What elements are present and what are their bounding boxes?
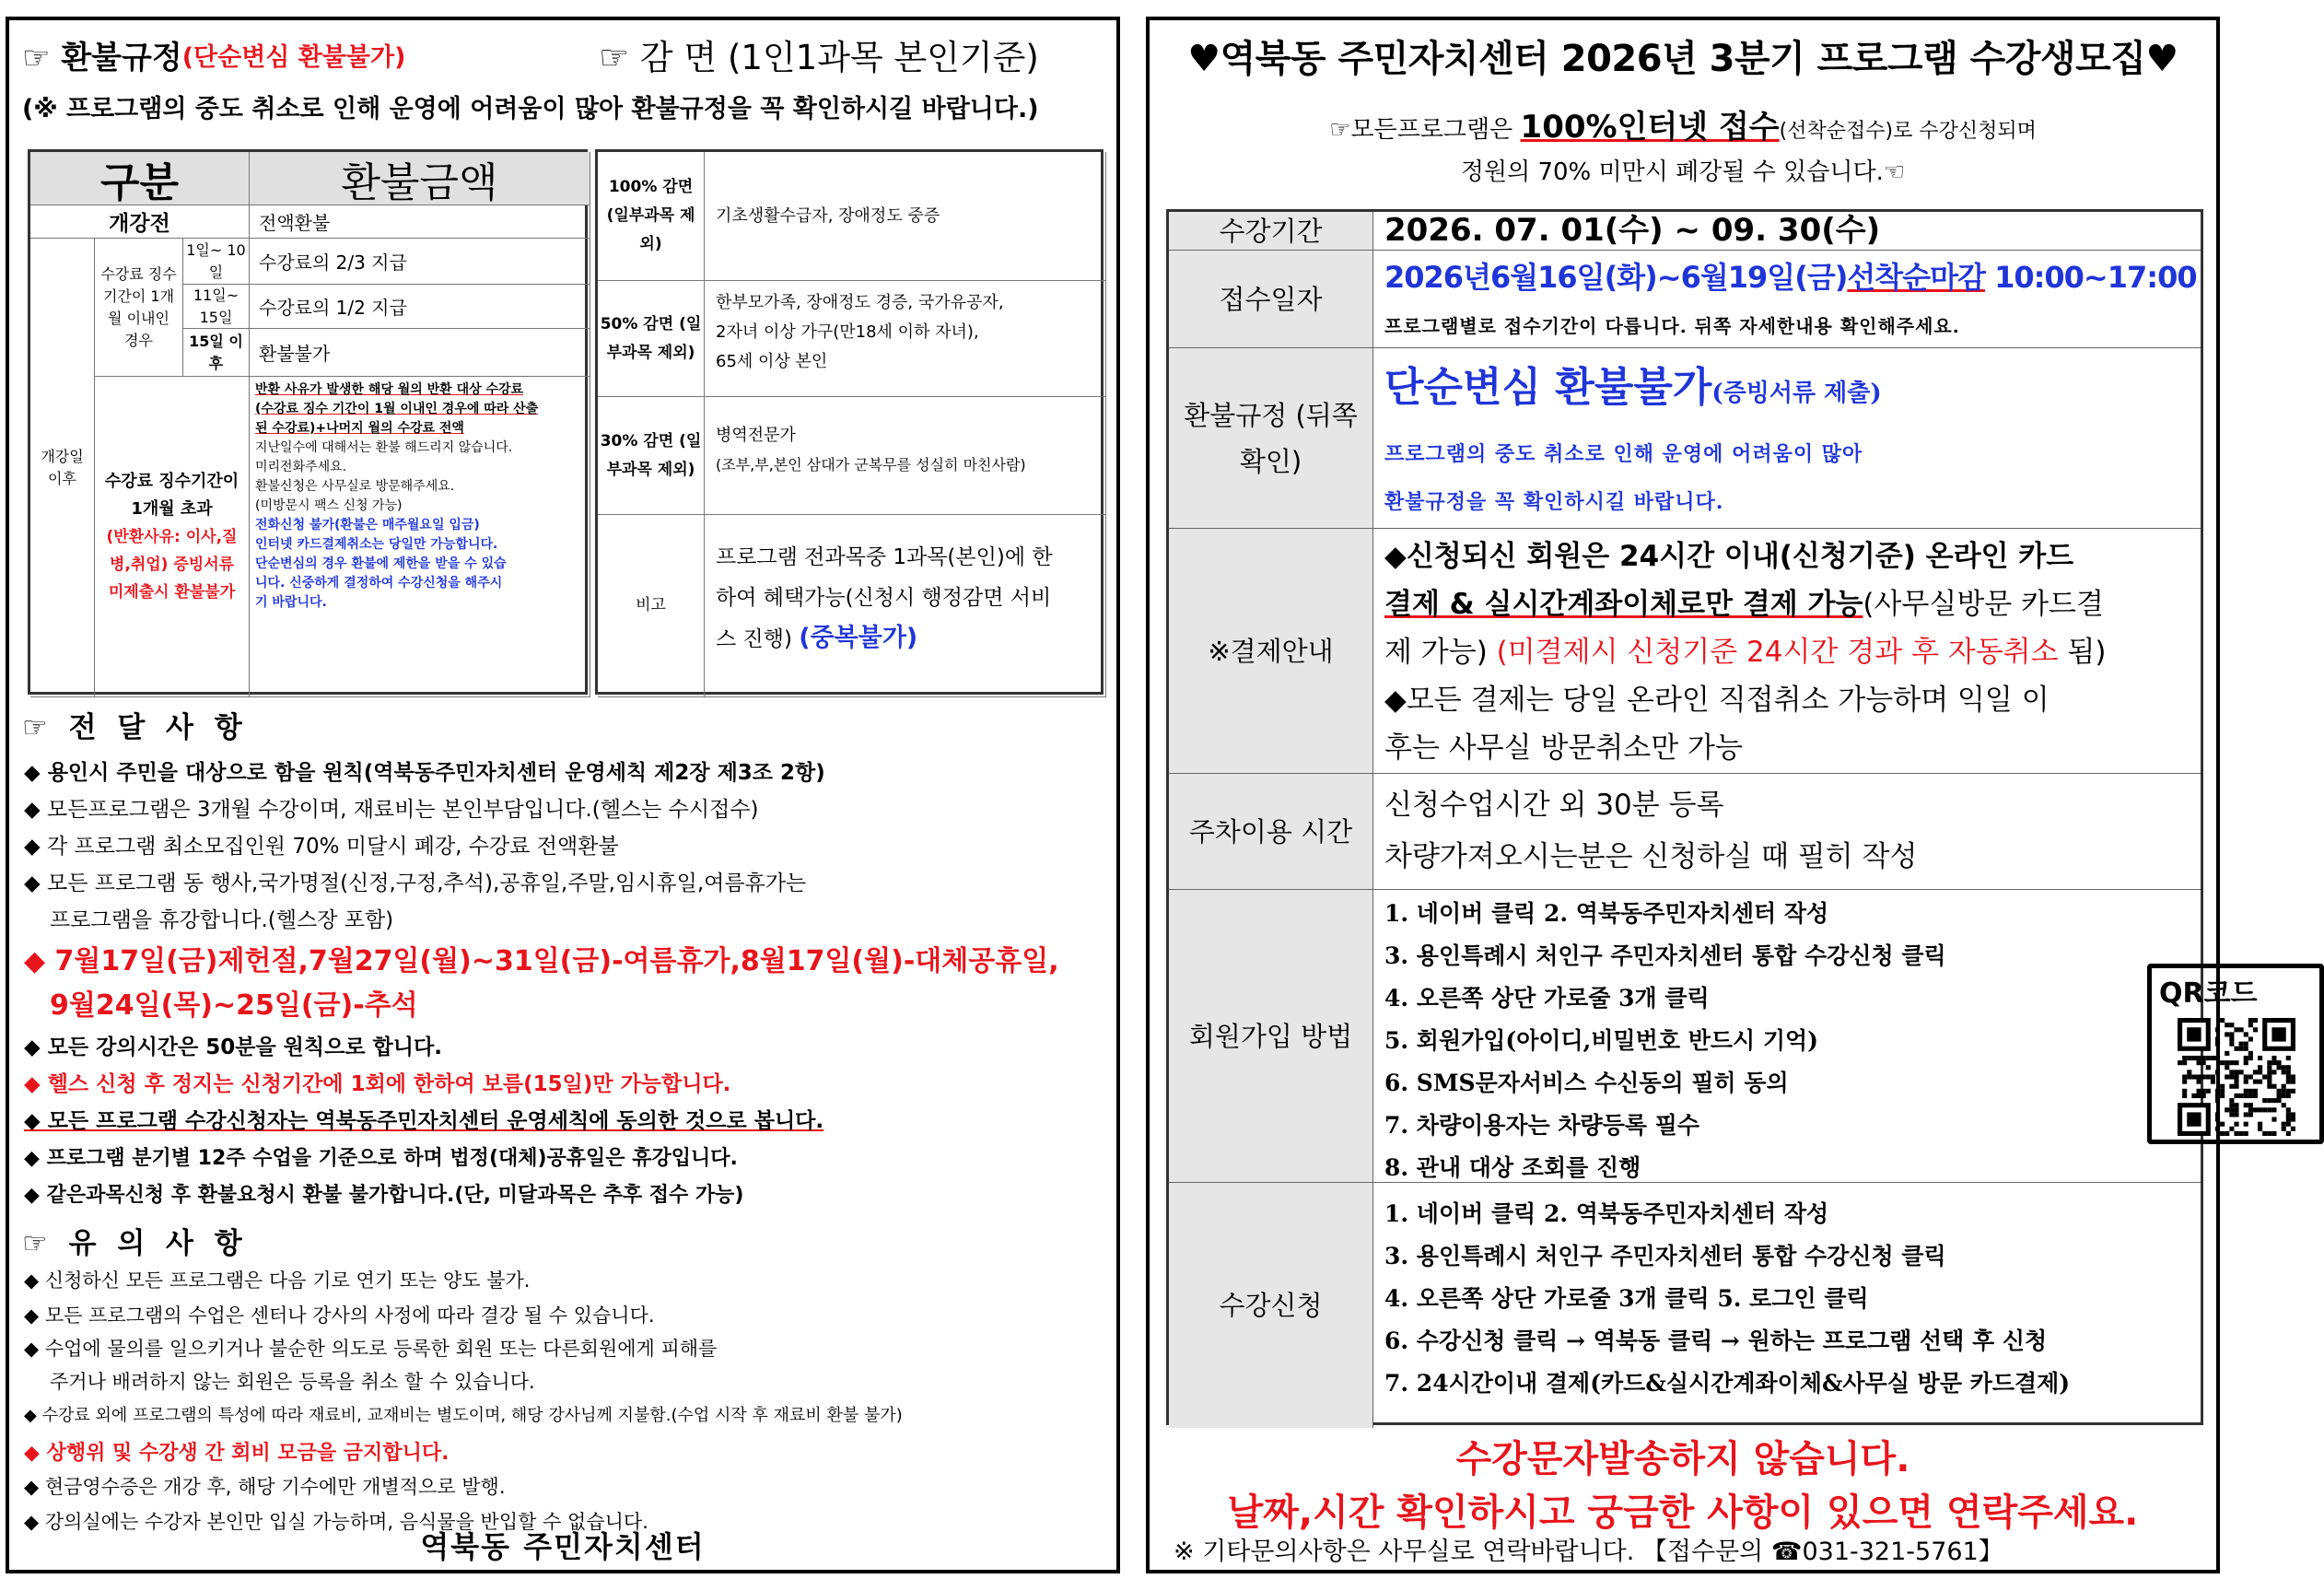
qr-code-icon[interactable] xyxy=(2172,1018,2301,1136)
period-1-10-days: 1일~ 10일 xyxy=(183,239,250,285)
over-month-reason: (반환사유: 이사,질병,취업) 증빙서류 미제출시 환불불가 xyxy=(106,527,238,602)
refund-big-text: 단순변심 환불불가 xyxy=(1384,364,1712,411)
notice-item: ◆ 7월17일(금)제헌절,7월27일(월)~31일(금)-여름휴가,8월17일(월)-대체공휴일, xyxy=(24,945,1059,977)
refund-notes xyxy=(250,377,590,697)
discount-note-text xyxy=(705,515,1106,697)
signup-step: 6. SMS문자서비스 수신동의 필히 동의 xyxy=(1384,1070,1789,1096)
payment-office: 제 가능) xyxy=(1384,636,1497,669)
refund-table-header-category: 구분 xyxy=(30,152,250,205)
period-label: 수강기간 xyxy=(1169,212,1373,250)
caution-section-title: ☞ 유 의 사 항 xyxy=(22,1227,248,1260)
apply-step: 7. 24시간이내 결제(카드&실시간계좌이체&사무실 방문 카드결제) xyxy=(1384,1370,2071,1397)
discount-30-text xyxy=(705,397,1106,515)
discount-50-line: 한부모가족, 장애정도 경증, 국가유공자, xyxy=(716,293,1004,312)
refund-label: 환불규정 (뒤쪽 확인) xyxy=(1169,348,1373,528)
after-start-label: 개강일 이후 xyxy=(30,239,95,697)
center-name-footer: 역북동 주민자치센터 xyxy=(420,1529,706,1564)
parking-line: 차량가져오시는분은 신청하실 때 필히 작성 xyxy=(1384,840,1918,873)
payment-row xyxy=(1169,529,2201,774)
qr-code-box xyxy=(2147,964,2324,1144)
notice-item: ◆ 각 프로그램 최소모집인원 70% 미달시 폐강, 수강료 전액환불 xyxy=(24,835,619,859)
refund-notice-panel xyxy=(6,17,1120,1573)
notice-item: ◆ 헬스 신청 후 정지는 신청기간에 1회에 한하여 보름(15일)만 가능합니다. xyxy=(24,1072,731,1096)
notice-section-title: ☞ 전 달 사 항 xyxy=(22,711,248,744)
refund-note-line: 된 수강료)+나머지 월의 수강료 전액 xyxy=(255,421,464,436)
refund-line: 환불규정을 꼭 확인하시길 바랍니다. xyxy=(1384,490,1724,514)
refund-note-line: 기 바랍니다. xyxy=(255,595,327,610)
refund-note-line: 단순변심의 경우 환불에 제한을 받을 수 있습 xyxy=(255,556,507,571)
notice-item: 프로그램을 휴강합니다.(헬스장 포함) xyxy=(50,908,394,932)
period-after-15-days: 15일 이후 xyxy=(183,329,250,377)
signup-step: 1. 네이버 클릭 2. 역북동주민자치센터 작성 xyxy=(1384,900,1829,927)
apply-step: 4. 오른쪽 상단 가로줄 3개 클릭 5. 로그인 클릭 xyxy=(1384,1285,1869,1312)
parking-line: 신청수업시간 외 30분 등록 xyxy=(1384,789,1724,822)
signup-step: 8. 관내 대상 조회를 진행 xyxy=(1384,1154,1641,1181)
registration-date-range: 2026년6월16일(화)~6월19일(금) xyxy=(1384,260,1848,295)
refund-two-thirds: 수강료의 2/3 지급 xyxy=(250,239,590,285)
refund-note-line: (미방문시 팩스 신청 가능) xyxy=(255,498,403,513)
apply-label: 수강신청 xyxy=(1169,1183,1373,1428)
refund-note-line: 지난일수에 대해서는 환불 해드리지 않습니다. xyxy=(255,440,513,455)
refund-content xyxy=(1373,348,2201,528)
refund-one-half: 수강료의 1/2 지급 xyxy=(250,285,590,329)
discount-100-text: 기초생활수급자, 장애정도 중증 xyxy=(705,152,1106,281)
discount-heading: ☞ 감 면 (1인1과목 본인기준) xyxy=(599,38,1039,77)
sub-text: (선착순접수)로 수강신청되며 xyxy=(1779,120,2037,143)
caution-item: ◆ 신청하신 모든 프로그램은 다음 기로 연기 또는 양도 불가. xyxy=(24,1269,531,1292)
caution-item: ◆ 모든 프로그램의 수업은 센터나 강사의 사정에 따라 결강 될 수 있습니다. xyxy=(24,1304,655,1327)
payment-office: (사무실방문 카드결 xyxy=(1863,588,2104,621)
signup-content xyxy=(1373,890,2258,1182)
discount-50-label: 50% 감면 (일부과목 제외) xyxy=(598,281,705,397)
notice-item: ◆ 모든 프로그램 동 행사,국가명절(신정,구정,추석),공휴일,주말,임시휴일,여름휴가는 xyxy=(24,871,807,895)
registration-note: 프로그램별로 접수기간이 다릅니다. 뒤쪽 자세한내용 확인해주세요. xyxy=(1384,315,1960,337)
caution-item: ◆ 상행위 및 수강생 간 회비 모금을 금지합니다. xyxy=(24,1442,450,1465)
refund-warning: (※ 프로그램의 중도 취소로 인해 운영에 어려움이 많아 환불규정을 꼭 확인하시길 바랍니다.) xyxy=(22,95,1039,123)
discount-50-line: 2자녀 이상 가구(만18세 이하 자녀), xyxy=(716,322,979,342)
period-11-15-days: 11일~ 15일 xyxy=(183,285,250,329)
refund-line: 프로그램의 중도 취소로 인해 운영에 어려움이 많아 xyxy=(1384,442,1863,466)
payment-office: 됨) xyxy=(2058,636,2107,669)
signup-step: 5. 회원가입(아이디,비밀번호 반드시 기억) xyxy=(1384,1027,1818,1054)
recruitment-panel xyxy=(1146,17,2258,1573)
refund-table xyxy=(28,149,588,695)
payment-label: ※결제안내 xyxy=(1169,529,1373,773)
parking-row xyxy=(1169,774,2201,890)
discount-note-line: 스 진행) xyxy=(716,627,792,651)
apply-step: 1. 네이버 클릭 2. 역북동주민자치센터 작성 xyxy=(1384,1200,1829,1227)
apply-content xyxy=(1373,1183,2201,1428)
caution-item: 주거나 배려하지 않는 회원은 등록을 취소 할 수 있습니다. xyxy=(50,1371,535,1393)
before-start-value: 전액환불 xyxy=(250,205,590,239)
signup-step: 3. 용인특례시 처인구 주민자치센터 통합 수강신청 클릭 xyxy=(1384,942,1946,969)
discount-note-label: 비고 xyxy=(598,515,705,697)
over-month-cell xyxy=(95,377,250,697)
apply-row xyxy=(1169,1183,2201,1428)
first-come-label: 선착순마감 xyxy=(1847,260,1985,295)
no-sms-notice: 수강문자발송하지 않습니다. xyxy=(1455,1438,1910,1480)
refund-not-allowed: 환불불가 xyxy=(250,329,590,377)
discount-100-label: 100% 감면 (일부과목 제외) xyxy=(598,152,705,281)
notice-item: ◆ 프로그램 분기별 12주 수업을 기준으로 하며 법정(대체)공휴일은 휴강입니다. xyxy=(24,1147,738,1170)
discount-30-line: 병역전문가 xyxy=(716,426,796,445)
registration-content xyxy=(1373,251,2201,347)
registration-dates xyxy=(1384,254,2197,297)
notice-item: ◆ 모든 강의시간은 50분을 원칙으로 합니다. xyxy=(24,1035,442,1059)
over-month-label: 수강료 징수기간이 1개월 초과 xyxy=(104,471,239,519)
discount-50-text xyxy=(705,281,1106,397)
parking-label: 주차이용 시간 xyxy=(1169,774,1373,889)
caution-item: ◆ 강의실에는 수강자 본인만 입실 가능하며, 음식물을 반입할 수 없습니다. xyxy=(24,1511,648,1533)
caution-item: ◆ 수업에 물의를 일으키거나 불순한 의도로 등록한 회원 또는 다른회원에게 피해를 xyxy=(24,1338,718,1360)
before-start-label: 개강전 xyxy=(30,205,250,239)
refund-table-header-amount: 환불금액 xyxy=(250,152,590,205)
registration-hours: 10:00~17:00 xyxy=(1984,260,2197,295)
payment-line xyxy=(1384,628,2106,670)
auto-cancel-note: (미결제시 신청기준 24시간 경과 후 자동취소 xyxy=(1496,636,2059,669)
info-table xyxy=(1166,209,2258,1425)
discount-note-line: 하여 혜택가능(신청시 행정감면 서비 xyxy=(716,586,1052,610)
parking-content xyxy=(1373,774,2201,889)
notice-item: ◆ 용인시 주민을 대상으로 함을 원칙(역북동주민자치센터 운영세칙 제2장 제3조 2항) xyxy=(24,761,825,785)
caution-item: ◆ 현금영수증은 개강 후, 해당 기수에만 개별적으로 발행. xyxy=(24,1476,506,1498)
payment-line: 후는 사무실 방문취소만 가능 xyxy=(1384,731,1743,765)
registration-row xyxy=(1169,251,2201,348)
internet-only-highlight: 100%인터넷 접수 xyxy=(1520,109,1780,146)
refund-big xyxy=(1384,354,1882,413)
payment-content xyxy=(1373,529,2201,773)
contact-footer: ※ 기타문의사항은 사무실로 연락바랍니다. 【접수문의 ☎031-321-5761】 xyxy=(1174,1538,2003,1566)
refund-note-line: 미리전화주세요. xyxy=(255,460,347,474)
qr-code-label: QR코드 xyxy=(2159,977,2258,1010)
refund-rules-heading: ☞ 환불규정 (단순변심 환불불가) xyxy=(22,39,406,76)
notice-item: ◆ 같은과목신청 후 환불요청시 환불 불가합니다.(단, 미달과목은 추후 접수 가능) xyxy=(24,1184,744,1207)
payment-method: 결제 & 실시간계좌이체로만 결제 가능 xyxy=(1384,588,1863,621)
refund-row xyxy=(1169,348,2201,529)
cancel-threshold-notice: 정원의 70% 미만시 폐강될 수 있습니다.☜ xyxy=(1460,158,1906,186)
payment-line: ◆모든 결제는 당일 온라인 직접취소 가능하며 익일 이 xyxy=(1384,684,2050,717)
period-value: 2026. 07. 01(수) ~ 09. 30(수) xyxy=(1384,212,1881,249)
period-row xyxy=(1169,212,2201,251)
online-only-notice xyxy=(1150,101,2216,146)
discount-50-line: 65세 이상 본인 xyxy=(716,352,828,371)
registration-label: 접수일자 xyxy=(1169,251,1373,347)
refund-note-line: (수강료 징수 기간이 1월 이내인 경우에 따라 산출 xyxy=(255,402,539,416)
contact-notice: 날짜,시간 확인하시고 궁금한 사항이 있으면 연락주세요. xyxy=(1227,1491,2139,1534)
refund-note-line: 니다. 신중하게 결정하여 수강신청을 해주시 xyxy=(255,576,503,591)
discount-30-line: (조부,부,본인 삼대가 군복무를 성실히 마친사람) xyxy=(716,456,1026,474)
refund-big-note: (증빙서류 제출) xyxy=(1711,380,1882,407)
payment-line: ◆신청되신 회원은 24시간 이내(신청기준) 온라인 카드 xyxy=(1384,540,2074,573)
within-month-label: 수강료 징수 기간이 1개월 이내인 경우 xyxy=(95,239,183,377)
apply-step: 6. 수강신청 클릭 → 역북동 클릭 → 원하는 프로그램 선택 후 신청 xyxy=(1384,1328,2048,1354)
notice-item: 9월24일(목)~25일(금)-추석 xyxy=(50,989,418,1022)
discount-note-line: 프로그램 전과목중 1과목(본인)에 한 xyxy=(716,545,1053,569)
signup-row xyxy=(1169,890,2258,1183)
signup-step: 7. 차량이용자는 차량등록 필수 xyxy=(1384,1112,1700,1139)
recruitment-title: ♥역북동 주민자치센터 2026년 3분기 프로그램 수강생모집♥ xyxy=(1187,38,2178,80)
discount-table xyxy=(595,149,1104,695)
signup-step: 4. 오른쪽 상단 가로줄 3개 클릭 xyxy=(1384,985,1710,1012)
no-duplicate-note: (중복불가) xyxy=(799,624,918,652)
notice-item: ◆ 모든프로그램은 3개월 수강이며, 재료비는 본인부담입니다.(헬스는 수시접수) xyxy=(24,798,759,822)
refund-note-line: 환불신청은 사무실로 방문해주세요. xyxy=(255,479,455,494)
discount-30-label: 30% 감면 (일부과목 제외) xyxy=(598,397,705,515)
refund-note-line: 반환 사유가 발생한 해당 월의 반환 대상 수강료 xyxy=(255,382,524,397)
apply-step: 3. 용인특례시 처인구 주민자치센터 통합 수강신청 클릭 xyxy=(1384,1243,1946,1269)
signup-label: 회원가입 방법 xyxy=(1169,890,1373,1182)
notice-item: ◆ 모든 프로그램 수강신청자는 역북동주민자치센터 운영세칙에 동의한 것으로 봅니다. xyxy=(24,1109,824,1133)
sub-text: ☞모든프로그램은 xyxy=(1329,116,1521,144)
refund-note-line: 전화신청 불가(환불은 매주월요일 입금) xyxy=(255,518,480,532)
payment-line xyxy=(1384,580,2104,622)
refund-note-line: 인터넷 카드결제취소는 당일만 가능합니다. xyxy=(255,537,498,552)
caution-item: ◆ 수강료 외에 프로그램의 특성에 따라 재료비, 교재비는 별도이며, 해당 강사님께 지불함.(수업 시작 후 재료비 환불 불가) xyxy=(24,1406,903,1425)
period-content xyxy=(1373,212,2201,250)
